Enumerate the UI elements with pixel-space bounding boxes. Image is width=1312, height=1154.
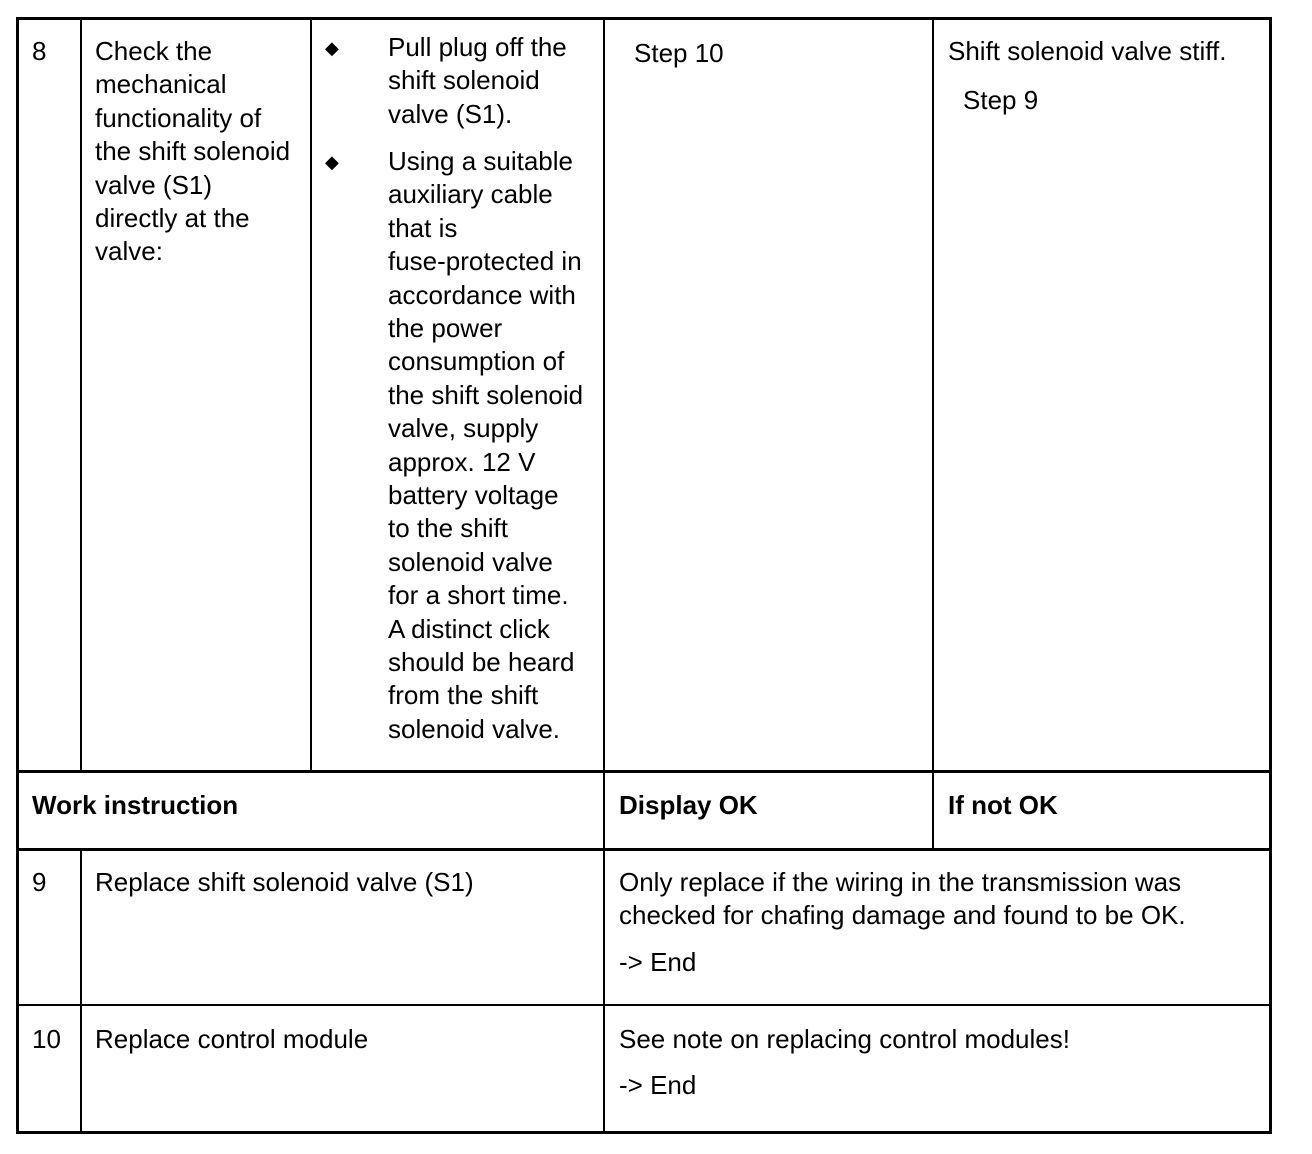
row8-bullet2-line: that is bbox=[388, 212, 458, 243]
row8-instruction-line: the shift solenoid bbox=[95, 136, 291, 167]
row8-bullet2-line: consumption of bbox=[388, 346, 565, 377]
row8-instruction-line: Check the bbox=[95, 36, 213, 66]
row8-instruction-line: directly at the bbox=[95, 203, 250, 233]
bullet-diamond-icon: ◆ bbox=[325, 38, 339, 58]
header-if-not-ok: If not OK bbox=[948, 790, 1058, 820]
header-border-top bbox=[16, 770, 1272, 773]
row8-instruction-line: functionality of bbox=[95, 102, 262, 133]
row10-result: -> End bbox=[619, 1070, 697, 1100]
row8-instruction-line: mechanical bbox=[95, 69, 227, 100]
header-divider-ifnot bbox=[932, 771, 934, 849]
row10-note: See note on replacing control modules! bbox=[619, 1024, 1070, 1054]
row8-bullet1-line: shift solenoid bbox=[388, 65, 540, 96]
row9-step-number: 9 bbox=[32, 867, 47, 897]
row8-divider-step bbox=[80, 17, 82, 771]
row8-if-not-ok-text: Shift solenoid valve stiff. bbox=[948, 36, 1227, 66]
row8-bullet2-line: to the shift bbox=[388, 513, 508, 544]
row8-bullet2-line: accordance with bbox=[388, 279, 576, 310]
row8-instruction-line: valve (S1) bbox=[95, 169, 213, 200]
row8-divider-instruction bbox=[310, 17, 312, 771]
row8-bullet1-line: Pull plug off the bbox=[388, 32, 567, 62]
row8-bullet2-line: valve, supply bbox=[388, 413, 539, 444]
row10-instruction: Replace control module bbox=[95, 1024, 369, 1054]
bullet-diamond-icon: ◆ bbox=[325, 152, 339, 172]
row8-bullet2-line: the power bbox=[388, 313, 503, 343]
row8-bullet2-line: Using a suitable bbox=[388, 146, 573, 176]
row8-instruction-line: valve: bbox=[95, 236, 163, 267]
row8-step-number: 8 bbox=[32, 36, 47, 66]
table-border-top bbox=[16, 17, 1272, 20]
row9-note-line: Only replace if the wiring in the transmission was bbox=[619, 867, 1182, 897]
row8-bullet2-line: A distinct click bbox=[388, 613, 550, 644]
rows-divider-note bbox=[603, 849, 605, 1132]
row9-instruction: Replace shift solenoid valve (S1) bbox=[95, 867, 474, 897]
row8-bullet2-line: solenoid valve. bbox=[388, 713, 560, 744]
row8-bullet2-line: approx. 12 V bbox=[388, 446, 536, 477]
row8-divider-procedure bbox=[603, 17, 605, 771]
row9-result: -> End bbox=[619, 947, 697, 977]
header-work-instruction: Work instruction bbox=[32, 790, 239, 820]
row8-bullet2-line: for a short time. bbox=[388, 580, 569, 611]
table-border-left bbox=[16, 17, 19, 1134]
row8-bullet1-line: valve (S1). bbox=[388, 98, 513, 129]
header-divider-display bbox=[603, 771, 605, 849]
header-display-ok: Display OK bbox=[619, 790, 758, 820]
header-border-bottom bbox=[16, 848, 1272, 851]
row8-divider-display bbox=[932, 17, 934, 771]
row9-note-line: checked for chafing damage and found to be OK. bbox=[619, 900, 1186, 931]
row8-bullet2-line: battery voltage bbox=[388, 480, 559, 510]
row8-bullet2-line: solenoid valve bbox=[388, 546, 553, 577]
row8-bullet2-line: auxiliary cable bbox=[388, 179, 553, 210]
row8-bullet2-line: should be heard bbox=[388, 647, 575, 677]
table-border-bottom bbox=[16, 1131, 1272, 1134]
rows-divider-step bbox=[80, 849, 82, 1132]
row8-display-ok: Step 10 bbox=[634, 38, 724, 68]
row8-bullet2-line: the shift solenoid bbox=[388, 379, 584, 410]
table-border-right bbox=[1269, 17, 1272, 1134]
row8-bullet2-line: fuse-protected in bbox=[388, 246, 582, 277]
row10-step-number: 10 bbox=[32, 1024, 61, 1054]
row8-if-not-ok-step: Step 9 bbox=[963, 85, 1039, 115]
row8-bullet2-line: from the shift bbox=[388, 680, 539, 711]
row9-row10-separator bbox=[16, 1004, 1272, 1006]
